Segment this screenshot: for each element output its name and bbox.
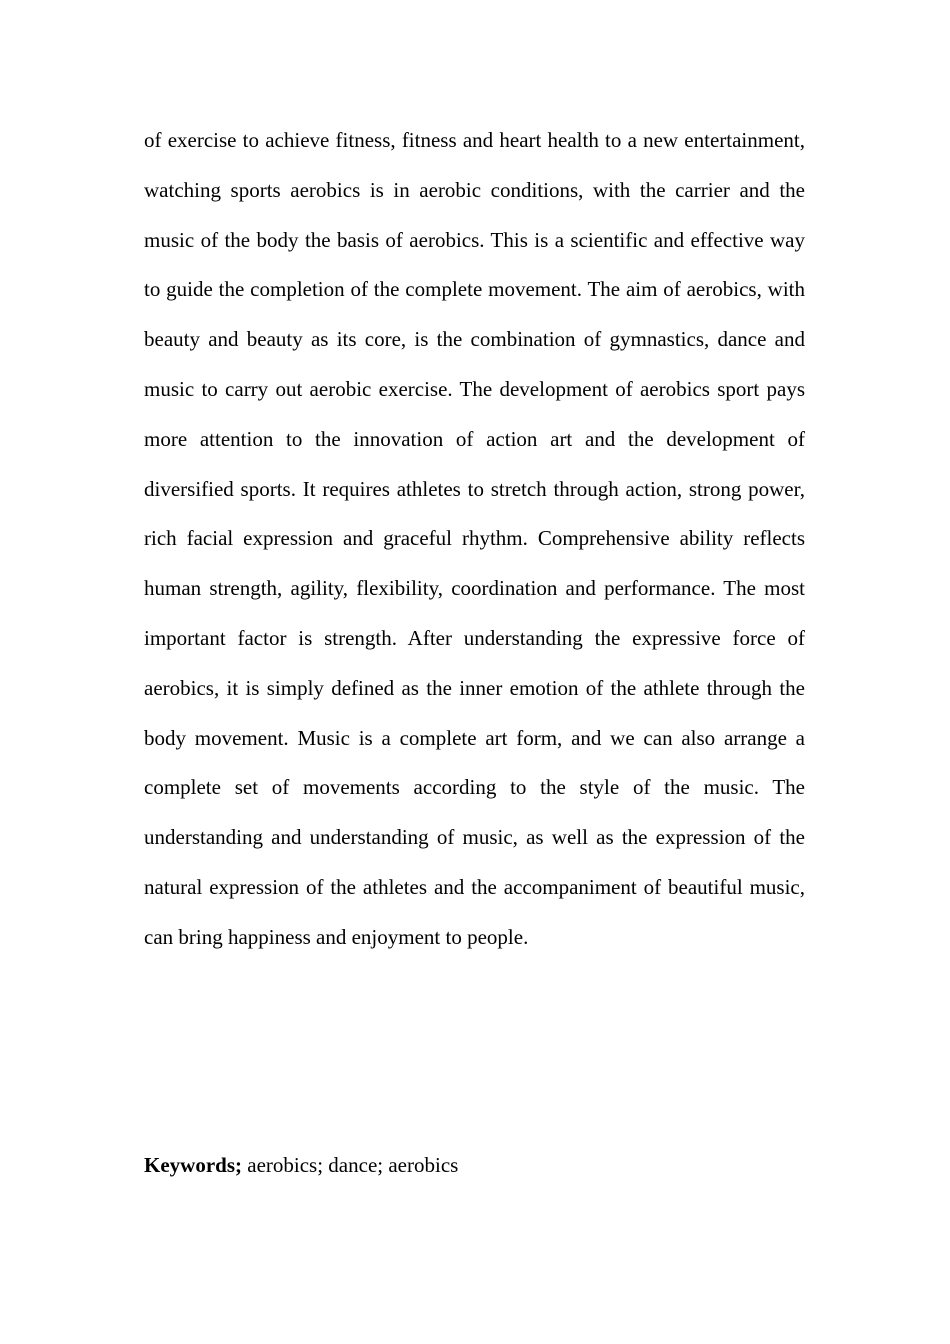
keywords-label: Keywords; <box>144 1153 242 1177</box>
keywords-value: aerobics; dance; aerobics <box>242 1153 459 1177</box>
body-paragraph: of exercise to achieve fitness, fitness and heart health to a new entertainment, watching sports aerobics is in aerobic conditions, with the carrier and the music of the body the basis of aerobics. This is a scientific and effective way to guide the completion of the complete movement. The aim of aerobics, with beauty and beauty as its core, is the combination of gymnastics, dance and music to carry out aerobic exercise. The development of aerobics sport pays more attention to the innovation of action art and the development of diversified sports. It requires athletes to stretch through action, strong power, rich facial expression and graceful rhythm. Comprehensive ability reflects human strength, agility, flexibility, coordination and performance. The most important factor is strength. After understanding the expressive force of aerobics, it is simply defined as the inner emotion of the athlete through the body movement. Music is a complete art form, and we can also arrange a complete set of movements according to the style of the music. The understanding and understanding of music, as well as the expression of the natural expression of the athletes and the accompaniment of beautiful music, can bring happiness and enjoyment to people. <box>144 128 805 949</box>
keywords-line <box>144 1142 805 1188</box>
